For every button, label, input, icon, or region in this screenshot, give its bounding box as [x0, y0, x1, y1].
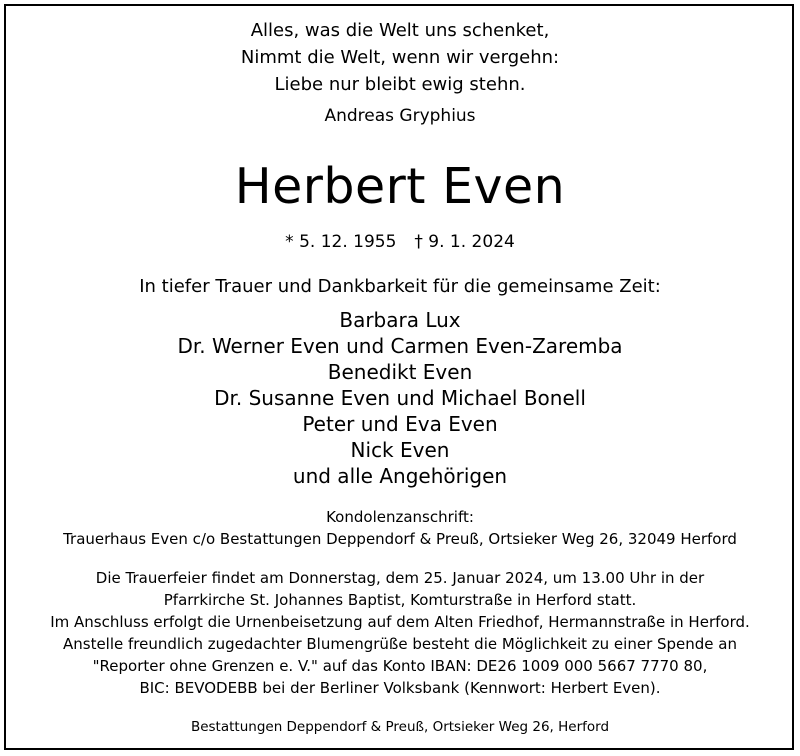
- death-date: † 9. 1. 2024: [414, 232, 515, 252]
- funeral-info: [0, 567, 800, 699]
- info-line: BIC: BEVODEBB bei der Berliner Volksbank (Kennwort: Herbert Even).: [139, 679, 661, 697]
- info-line: Anstelle freundlich zugedachter Blumengrüße besteht die Möglichkeit zu einer Spende an: [62, 635, 737, 653]
- condolence-label: Kondolenzanschrift:: [326, 508, 474, 526]
- intro-text: In tiefer Trauer und Dankbarkeit für die gemeinsame Zeit:: [139, 276, 661, 297]
- mourner: Barbara Lux: [339, 308, 461, 332]
- info-line: Pfarrkirche St. Johannes Baptist, Komturstraße in Herford statt.: [163, 591, 637, 609]
- poem-line: Liebe nur bleibt ewig stehn.: [274, 74, 526, 95]
- condolence-block: [0, 506, 800, 550]
- life-dates: [0, 232, 800, 252]
- mourner: Dr. Susanne Even und Michael Bonell: [214, 386, 586, 410]
- mourner: Nick Even: [350, 438, 450, 462]
- poem-line: Alles, was die Welt uns schenket,: [250, 20, 550, 41]
- undertaker-footer: Bestattungen Deppendorf & Preuß, Ortsieker Weg 26, Herford: [190, 719, 610, 735]
- deceased-name: Herbert Even: [234, 158, 566, 215]
- poem-author: Andreas Gryphius: [324, 106, 476, 126]
- poem: [0, 17, 800, 98]
- birth-date: * 5. 12. 1955: [285, 232, 397, 252]
- mourners-list: [0, 307, 800, 489]
- mourner: Dr. Werner Even und Carmen Even-Zaremba: [177, 334, 623, 358]
- poem-line: Nimmt die Welt, wenn wir vergehn:: [240, 47, 560, 68]
- info-line: Im Anschluss erfolgt die Urnenbeisetzung auf dem Alten Friedhof, Hermannstraße in Herford.: [50, 613, 750, 631]
- mourner: Peter und Eva Even: [302, 412, 498, 436]
- info-line: "Reporter ohne Grenzen e. V." auf das Konto IBAN: DE26 1009 000 5667 7770 80,: [92, 657, 708, 675]
- mourner: Benedikt Even: [327, 360, 473, 384]
- condolence-address: Trauerhaus Even c/o Bestattungen Deppendorf & Preuß, Ortsieker Weg 26, 32049 Herford: [63, 530, 737, 548]
- info-line: Die Trauerfeier findet am Donnerstag, dem 25. Januar 2024, um 13.00 Uhr in der: [95, 569, 705, 587]
- mourner: und alle Angehörigen: [292, 464, 508, 488]
